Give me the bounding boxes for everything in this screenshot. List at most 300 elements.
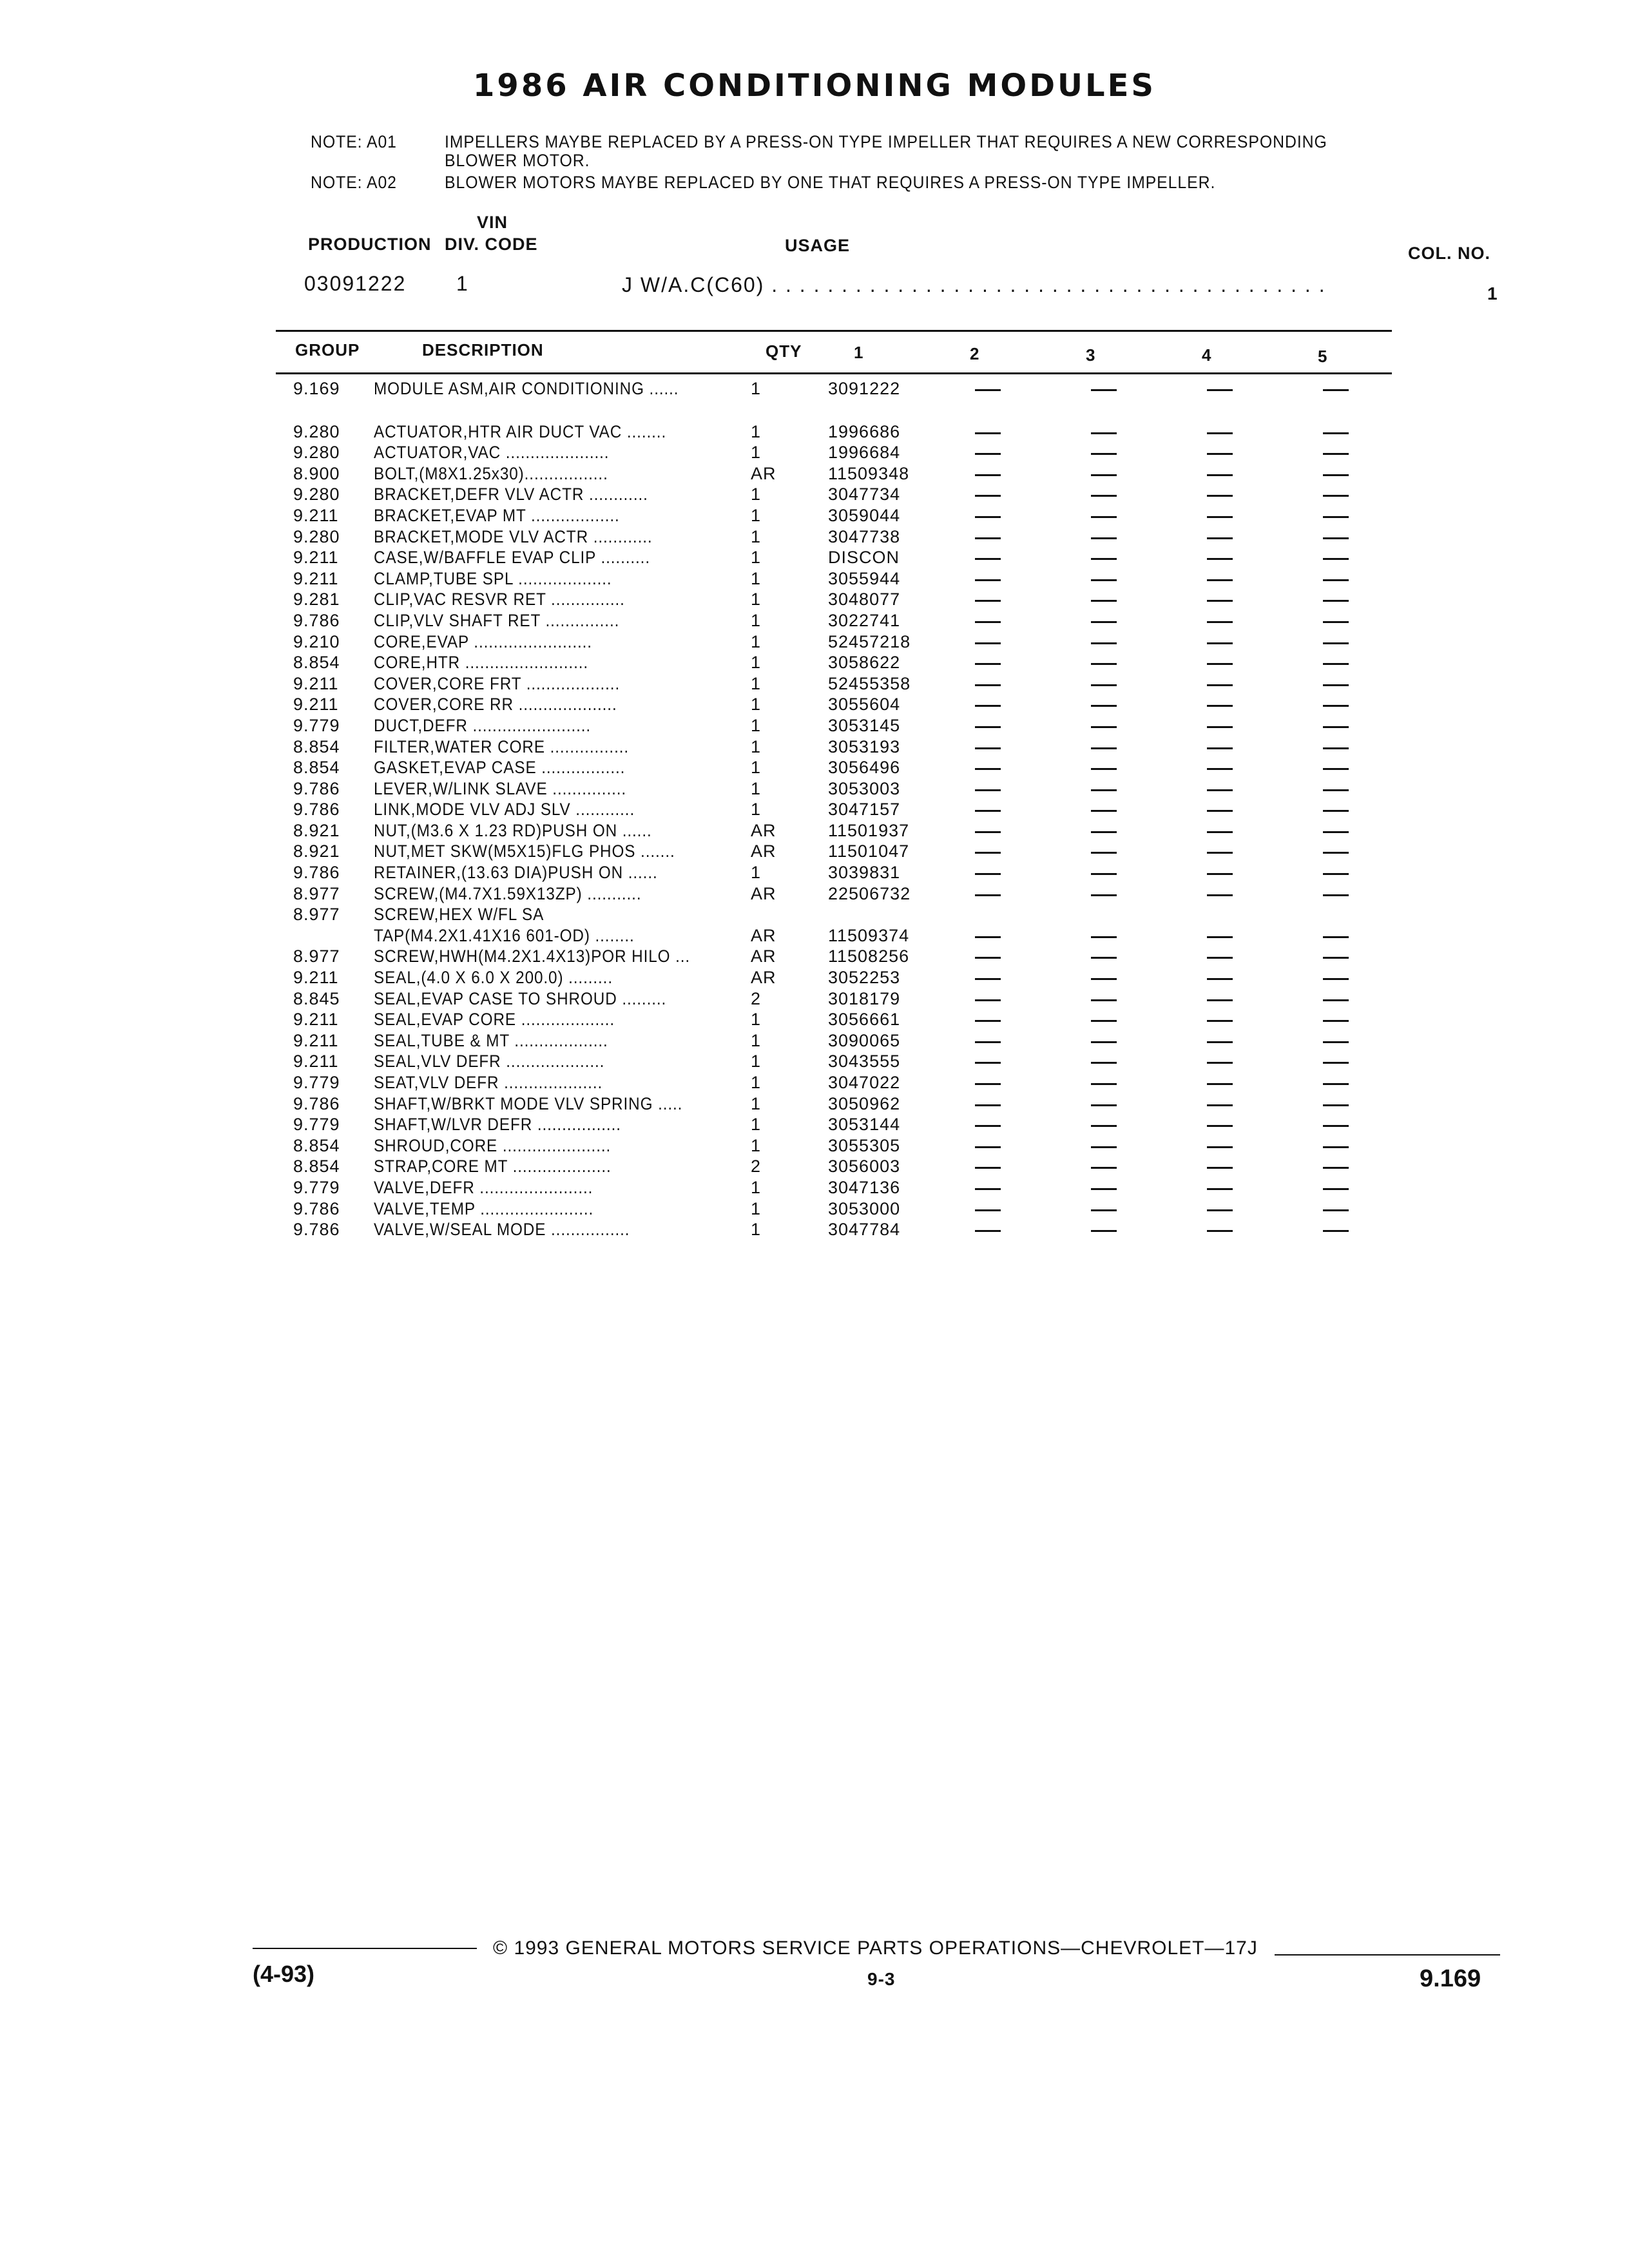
table-row [287,947,1447,968]
table-row [287,1178,1447,1199]
row-part-number: 11501937 [828,820,910,840]
header-div-code: DIV. CODE [445,235,538,254]
col-4-dash [1207,621,1233,623]
footer-group: 9.169 [1420,1965,1481,1992]
row-part-number: 3055604 [828,695,901,715]
header-vin: VIN [477,213,508,232]
col-3-dash [1091,516,1117,518]
col-5-dash [1323,537,1349,539]
footer-page: 9-3 [867,1969,896,1989]
row-part-number: 3047157 [828,800,901,820]
row-part-number: 3055944 [828,568,901,588]
col-3-dash [1091,389,1117,391]
row-part-number: 3058622 [828,653,901,673]
col-4-dash [1207,873,1233,875]
row-description: COVER,CORE FRT ................... [374,673,621,693]
row-part-number: 3043555 [828,1052,901,1072]
row-group: 9.779 [293,1177,340,1197]
col-4-dash [1207,1209,1233,1211]
header-production: PRODUCTION [308,235,432,254]
col-4-dash [1207,600,1233,602]
col-4-dash [1207,726,1233,728]
row-part-number: 3050962 [828,1093,901,1113]
row-qty: 1 [751,590,762,610]
row-description: SEAL,TUBE & MT ................... [374,1030,608,1050]
col-4-dash [1207,1167,1233,1169]
col-4-dash [1207,894,1233,896]
footer-rule-left [253,1948,477,1949]
row-part-number: DISCON [828,548,900,568]
row-description: CORE,EVAP ........................ [374,631,592,651]
row-qty: 1 [751,421,762,441]
row-qty: 2 [751,1157,762,1177]
col-2-dash [975,1230,1001,1232]
row-part-number: 3047136 [828,1177,901,1197]
col-4-dash [1207,474,1233,476]
col-2-dash [975,831,1001,833]
vin-production: 03091222 [304,272,407,295]
vin-div-code: 1 [456,272,469,295]
row-qty: 2 [751,988,762,1008]
col-2-dash [975,936,1001,938]
col-4-dash [1207,978,1233,980]
col-5-dash [1323,516,1349,518]
col-3-dash [1091,1062,1117,1064]
row-description: SEAL,VLV DEFR .................... [374,1052,605,1072]
table-header-rule [276,372,1392,374]
col-4-dash [1207,1062,1233,1064]
row-qty: 1 [751,1135,762,1155]
row-qty: 1 [751,1198,762,1218]
col-2-dash [975,1188,1001,1190]
row-part-number: 3022741 [828,610,901,630]
table-row [287,926,1447,947]
col-5-dash [1323,1020,1349,1022]
table-row [287,1073,1447,1094]
col-5-dash [1323,810,1349,812]
note-a02-label: NOTE: A02 [311,173,397,192]
row-description: GASKET,EVAP CASE ................. [374,758,626,778]
col-4-dash [1207,432,1233,434]
col-5-dash [1323,768,1349,770]
row-group: 8.977 [293,947,340,966]
vin-usage: J W/A.C(C60) . . . . . . . . . . . . . . . . . . . . . . . . . . . . . . . . . . . . . . . . [622,273,1326,296]
col-2-dash [975,495,1001,497]
col-4-dash [1207,1020,1233,1022]
col-3-dash [1091,1167,1117,1169]
row-description: SEAT,VLV DEFR .................... [374,1073,603,1092]
col-5-dash [1323,1230,1349,1232]
table-row [287,779,1447,800]
row-description: FILTER,WATER CORE ................ [374,736,630,756]
col-4-dash [1207,1041,1233,1043]
table-row [287,422,1447,443]
col-3-dash [1091,999,1117,1001]
row-description: SEAL,(4.0 X 6.0 X 200.0) ......... [374,968,613,988]
row-group: 9.786 [293,610,340,630]
row-description: LEVER,W/LINK SLAVE ............... [374,778,627,798]
row-description: DUCT,DEFR ........................ [374,715,592,735]
col-4-dash [1207,747,1233,749]
row-group: 8.854 [293,1157,340,1177]
vin-col-no: 1 [1487,284,1499,303]
row-part-number: 3047784 [828,1220,901,1240]
col-5-dash [1323,684,1349,686]
col-5-dash [1323,1146,1349,1148]
col-3-dash [1091,831,1117,833]
col-5-dash [1323,1041,1349,1043]
row-part-number: 52457218 [828,631,911,651]
note-a01-label: NOTE: A01 [311,132,397,151]
col-3-dash [1091,852,1117,854]
row-group: 9.786 [293,778,340,798]
row-group: 9.169 [293,379,340,398]
table-row [287,590,1447,611]
col-4-dash [1207,789,1233,791]
row-part-number: 3059044 [828,505,901,525]
row-qty: 1 [751,1220,762,1240]
row-group: 9.211 [293,505,339,525]
col-3-dash [1091,936,1117,938]
row-part-number: 52455358 [828,673,911,693]
row-group: 9.786 [293,1220,340,1240]
col-qty: QTY [766,341,802,361]
col-5-dash [1323,999,1349,1001]
col-4-dash [1207,684,1233,686]
footer-date: (4-93) [253,1961,315,1987]
row-qty: 1 [751,1093,762,1113]
col-2-dash [975,453,1001,455]
row-qty: 1 [751,485,762,505]
row-group: 9.211 [293,548,339,568]
row-group: 9.779 [293,715,340,735]
col-5-dash [1323,1209,1349,1211]
row-group: 8.900 [293,463,340,483]
table-row [287,1157,1447,1178]
col-5-dash [1323,1125,1349,1127]
row-part-number: 3053000 [828,1198,901,1218]
col-4-dash [1207,1146,1233,1148]
col-4-dash [1207,831,1233,833]
row-part-number: 22506732 [828,883,911,903]
col-3-dash [1091,537,1117,539]
page-title: 1986 AIR CONDITIONING MODULES [473,68,1156,104]
row-description: CASE,W/BAFFLE EVAP CLIP .......... [374,548,650,568]
row-part-number: 3090065 [828,1030,901,1050]
row-group: 8.854 [293,758,340,778]
col-3-dash [1091,621,1117,623]
row-description: CORE,HTR ......................... [374,653,589,673]
col-3-dash [1091,1209,1117,1211]
col-2-dash [975,600,1001,602]
col-3-dash [1091,558,1117,560]
row-description: ACTUATOR,HTR AIR DUCT VAC ........ [374,421,667,441]
row-qty: 1 [751,695,762,715]
table-top-rule [276,330,1392,332]
col-5-dash [1323,558,1349,560]
col-3-dash [1091,1083,1117,1085]
col-4-dash [1207,810,1233,812]
col-5-dash [1323,705,1349,707]
col-5-dash [1323,1167,1349,1169]
col-4-dash [1207,1188,1233,1190]
col-3-dash [1091,768,1117,770]
col-5-dash [1323,873,1349,875]
col-5-dash [1323,1104,1349,1106]
row-qty: 1 [751,863,762,883]
table-row [287,443,1447,464]
table-row [287,695,1447,716]
note-a02-text: BLOWER MOTORS MAYBE REPLACED BY ONE THAT REQUIRES A PRESS-ON TYPE IMPELLER. [445,173,1216,192]
col-3-dash [1091,747,1117,749]
row-part-number: 3053144 [828,1115,901,1135]
row-part-number: 3048077 [828,590,901,610]
col-5-dash [1323,474,1349,476]
row-group: 9.211 [293,1052,339,1072]
table-row [287,905,1447,926]
col-5-dash [1323,747,1349,749]
row-description: BOLT,(M8X1.25x30)................. [374,463,608,483]
col-1: 1 [854,343,864,362]
table-row [287,821,1447,842]
col-4-dash [1207,957,1233,959]
row-description: COVER,CORE RR .................... [374,695,617,715]
col-3-dash [1091,495,1117,497]
col-2-dash [975,621,1001,623]
table-row [287,653,1447,674]
row-qty: 1 [751,778,762,798]
table-row [287,611,1447,632]
col-2-dash [975,1104,1001,1106]
col-4-dash [1207,389,1233,391]
col-4-dash [1207,663,1233,665]
row-description: CLIP,VLV SHAFT RET ............... [374,610,620,630]
col-5-dash [1323,831,1349,833]
col-3-dash [1091,957,1117,959]
col-2-dash [975,1167,1001,1169]
col-3-dash [1091,810,1117,812]
footer-rule-right [1275,1954,1500,1956]
row-qty: 1 [751,443,762,463]
header-col-no: COL. NO. [1408,244,1490,263]
col-3-dash [1091,1146,1117,1148]
table-row [287,1115,1447,1136]
row-qty: 1 [751,736,762,756]
row-qty: AR [751,947,776,966]
col-3-dash [1091,1230,1117,1232]
row-description: NUT,MET SKW(M5X15)FLG PHOS ....... [374,841,675,861]
row-description: BRACKET,EVAP MT .................. [374,505,620,525]
col-2-dash [975,726,1001,728]
row-group: 9.280 [293,443,340,463]
col-5-dash [1323,894,1349,896]
row-group: 9.210 [293,631,340,651]
col-2-dash [975,747,1001,749]
col-5-dash [1323,579,1349,581]
col-4-dash [1207,516,1233,518]
table-row [287,1031,1447,1052]
col-2-dash [975,810,1001,812]
col-3-dash [1091,579,1117,581]
row-description: SEAL,EVAP CORE ................... [374,1010,615,1030]
table-row [287,863,1447,884]
col-2-dash [975,789,1001,791]
row-group: 9.211 [293,568,339,588]
row-qty: 1 [751,673,762,693]
row-part-number: 3047022 [828,1073,901,1092]
col-4-dash [1207,852,1233,854]
table-row [287,1052,1447,1073]
row-description: CLIP,VAC RESVR RET ............... [374,590,625,610]
table-row [287,758,1447,779]
table-row [287,800,1447,821]
col-3-dash [1091,600,1117,602]
col-3-dash [1091,726,1117,728]
col-3-dash [1091,1188,1117,1190]
col-3-dash [1091,474,1117,476]
row-part-number: 11508256 [828,947,910,966]
table-row [287,1094,1447,1115]
col-2-dash [975,1146,1001,1148]
col-group: GROUP [295,340,360,360]
row-qty: 1 [751,526,762,546]
col-3-dash [1091,1104,1117,1106]
row-group: 8.854 [293,653,340,673]
col-2-dash [975,852,1001,854]
col-5-dash [1323,936,1349,938]
col-4-dash [1207,558,1233,560]
row-description: SCREW,HEX W/FL SA [374,905,545,925]
row-group: 9.280 [293,526,340,546]
col-3-dash [1091,642,1117,644]
row-description: VALVE,W/SEAL MODE ................ [374,1220,630,1240]
table-row [287,968,1447,989]
col-5-dash [1323,978,1349,980]
row-group: 9.211 [293,1010,339,1030]
col-5-dash [1323,726,1349,728]
col-3-dash [1091,894,1117,896]
col-2-dash [975,579,1001,581]
col-5-dash [1323,1083,1349,1085]
row-qty: 1 [751,1052,762,1072]
col-5-dash [1323,495,1349,497]
row-qty: AR [751,883,776,903]
row-qty: 1 [751,1073,762,1092]
table-row [287,632,1447,653]
col-3-dash [1091,1125,1117,1127]
col-3-dash [1091,684,1117,686]
table-row [287,464,1447,485]
row-part-number: 3056661 [828,1010,901,1030]
row-qty: AR [751,925,776,945]
col-2-dash [975,1209,1001,1211]
col-5-dash [1323,621,1349,623]
col-4-dash [1207,579,1233,581]
row-description: SEAL,EVAP CASE TO SHROUD ......... [374,988,667,1008]
row-qty: 1 [751,505,762,525]
table-row [287,379,1447,400]
row-description: ACTUATOR,VAC ..................... [374,443,610,463]
row-group: 8.977 [293,905,340,925]
col-2-dash [975,389,1001,391]
col-5: 5 [1318,347,1328,366]
row-part-number: 11509374 [828,925,910,945]
row-qty: AR [751,820,776,840]
row-group: 9.280 [293,421,340,441]
col-5-dash [1323,389,1349,391]
col-2-dash [975,537,1001,539]
col-4-dash [1207,936,1233,938]
row-part-number: 3053193 [828,736,901,756]
row-qty: 1 [751,610,762,630]
col-3: 3 [1086,345,1096,365]
col-2-dash [975,1083,1001,1085]
row-qty: AR [751,463,776,483]
row-description: BRACKET,DEFR VLV ACTR ............ [374,485,648,505]
row-qty: 1 [751,1010,762,1030]
row-part-number: 3053145 [828,715,901,735]
col-5-dash [1323,663,1349,665]
col-3-dash [1091,432,1117,434]
row-part-number: 3052253 [828,968,901,988]
table-row [287,548,1447,569]
col-2-dash [975,873,1001,875]
row-description: NUT,(M3.6 X 1.23 RD)PUSH ON ...... [374,820,652,840]
col-5-dash [1323,642,1349,644]
row-group: 9.211 [293,695,339,715]
col-2-dash [975,705,1001,707]
table-row [287,884,1447,905]
col-3-dash [1091,1020,1117,1022]
col-5-dash [1323,789,1349,791]
row-description: VALVE,DEFR ....................... [374,1177,593,1197]
table-row [287,506,1447,527]
row-group: 8.854 [293,1135,340,1155]
row-group: 9.786 [293,863,340,883]
row-qty: AR [751,841,776,861]
row-part-number: 11509348 [828,463,910,483]
row-part-number: 3056003 [828,1157,901,1177]
table-row [287,485,1447,506]
note-a01-text-cont: BLOWER MOTOR. [445,151,590,170]
col-4: 4 [1202,345,1212,365]
row-group: 9.786 [293,1093,340,1113]
col-2-dash [975,642,1001,644]
row-qty: AR [751,968,776,988]
row-description: SCREW,HWH(M4.2X1.4X13)POR HILO ... [374,947,691,966]
row-qty: 1 [751,1177,762,1197]
col-2-dash [975,516,1001,518]
col-4-dash [1207,1104,1233,1106]
col-5-dash [1323,1188,1349,1190]
row-part-number: 3018179 [828,988,901,1008]
col-2-dash [975,978,1001,980]
table-row [287,1010,1447,1031]
col-4-dash [1207,537,1233,539]
row-qty: 1 [751,800,762,820]
row-description: CLAMP,TUBE SPL ................... [374,568,612,588]
row-description: RETAINER,(13.63 DIA)PUSH ON ...... [374,863,658,883]
row-qty: 1 [751,1115,762,1135]
col-3-dash [1091,873,1117,875]
row-group: 8.921 [293,820,340,840]
row-group: 8.921 [293,841,340,861]
row-part-number: 1996684 [828,443,901,463]
col-3-dash [1091,978,1117,980]
row-part-number: 3047738 [828,526,901,546]
col-2-dash [975,474,1001,476]
row-group: 9.211 [293,673,339,693]
